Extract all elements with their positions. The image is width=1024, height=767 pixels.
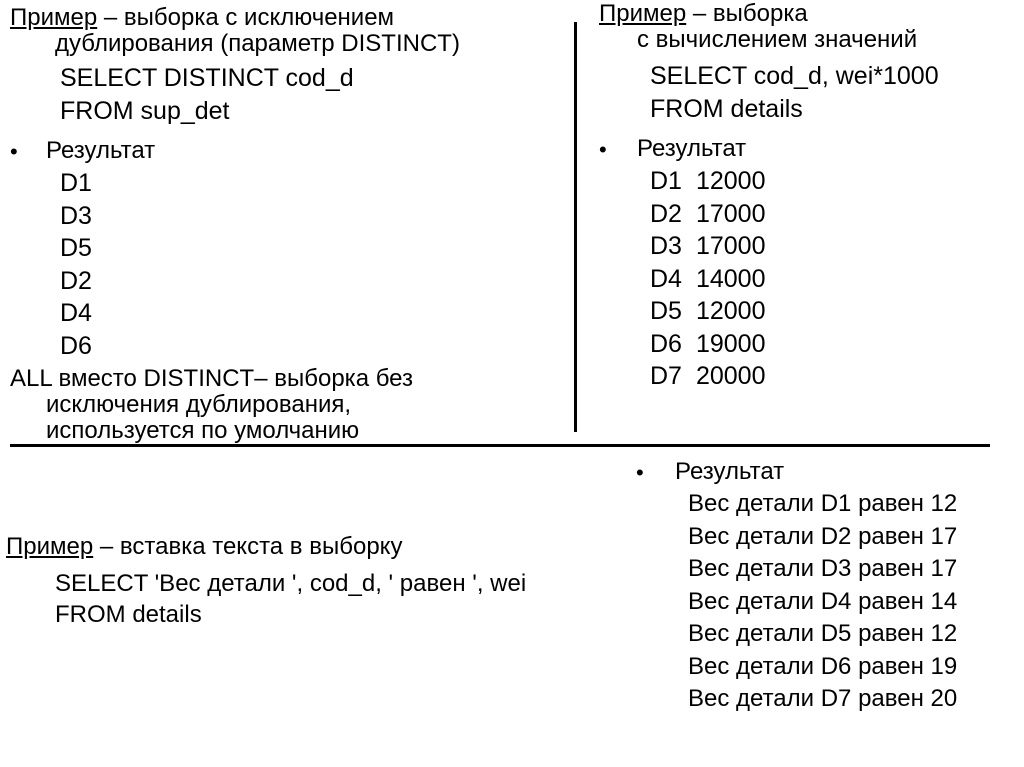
all-note-line1: ALL вместо DISTINCT– выборка без (10, 365, 414, 392)
detail-code: D7 (650, 362, 682, 390)
calc-sql-line2: FROM details (650, 95, 803, 123)
list-item: D4 (60, 299, 92, 327)
list-item: Вес детали D3 равен 17 (688, 555, 958, 582)
list-item: Вес детали D2 равен 17 (688, 522, 958, 550)
distinct-example-title-line2: дублирования (параметр DISTINCT) (55, 30, 460, 57)
table-row (650, 364, 766, 389)
calc-example-title (599, 2, 808, 26)
detail-code: D4 (650, 264, 682, 293)
text-sql-line1: SELECT 'Вес детали ', cod_d, ' равен ', wei (55, 570, 527, 597)
all-note-line3: используется по умолчанию (46, 417, 360, 444)
weight-value: 17000 (695, 199, 766, 228)
text-example-title (6, 535, 402, 559)
distinct-result-label: Результат (46, 137, 156, 164)
detail-code: D1 (650, 167, 682, 195)
list-item: Вес детали D4 равен 14 (688, 587, 958, 615)
weight-value: 19000 (695, 329, 766, 358)
list-item: Вес детали D5 равен 12 (688, 620, 958, 647)
weight-value: 12000 (695, 297, 766, 325)
table-row (650, 169, 766, 194)
table-row (650, 329, 766, 358)
list-item: D5 (60, 234, 92, 262)
bullet-icon: • (10, 139, 18, 164)
example-word: Пример (10, 4, 98, 31)
distinct-example-title (10, 6, 394, 30)
detail-code: D6 (650, 329, 682, 358)
detail-code: D3 (650, 232, 682, 260)
list-item: Вес детали D6 равен 19 (688, 652, 958, 680)
title-rest: – выборка (686, 0, 808, 27)
list-item: Вес детали D7 равен 20 (688, 685, 958, 712)
calc-sql-line1: SELECT cod_d, wei*1000 (650, 62, 939, 90)
bullet-icon: • (636, 460, 644, 485)
table-row (650, 234, 766, 259)
calc-example-title-line2: с вычислением значений (637, 26, 918, 53)
text-result-label: Результат (675, 458, 785, 485)
list-item: Вес детали D1 равен 12 (688, 490, 958, 517)
table-row (650, 199, 766, 228)
detail-code: D5 (650, 297, 682, 325)
table-row (650, 264, 766, 293)
distinct-sql-line1: SELECT DISTINCT cod_d (60, 64, 354, 92)
distinct-sql-line2: FROM sup_det (60, 97, 230, 125)
title-rest: – выборка с исключением (97, 4, 395, 31)
text-sql-line2: FROM details (55, 601, 202, 628)
all-note-line2: исключения дублирования, (46, 391, 352, 418)
example-word: Пример (599, 0, 687, 27)
vertical-divider (574, 22, 577, 432)
horizontal-divider (10, 444, 990, 447)
list-item: D3 (60, 201, 92, 230)
list-item: D2 (60, 266, 92, 295)
example-word: Пример (6, 533, 94, 560)
weight-value: 12000 (695, 167, 766, 195)
title-rest: – вставка текста в выборку (93, 533, 403, 560)
detail-code: D2 (650, 199, 682, 228)
list-item: D1 (60, 169, 92, 197)
weight-value: 17000 (695, 232, 766, 260)
list-item: D6 (60, 331, 92, 360)
table-row (650, 299, 766, 324)
calc-result-label: Результат (637, 135, 747, 162)
weight-value: 20000 (695, 362, 766, 390)
weight-value: 14000 (695, 264, 766, 293)
bullet-icon: • (599, 137, 607, 162)
